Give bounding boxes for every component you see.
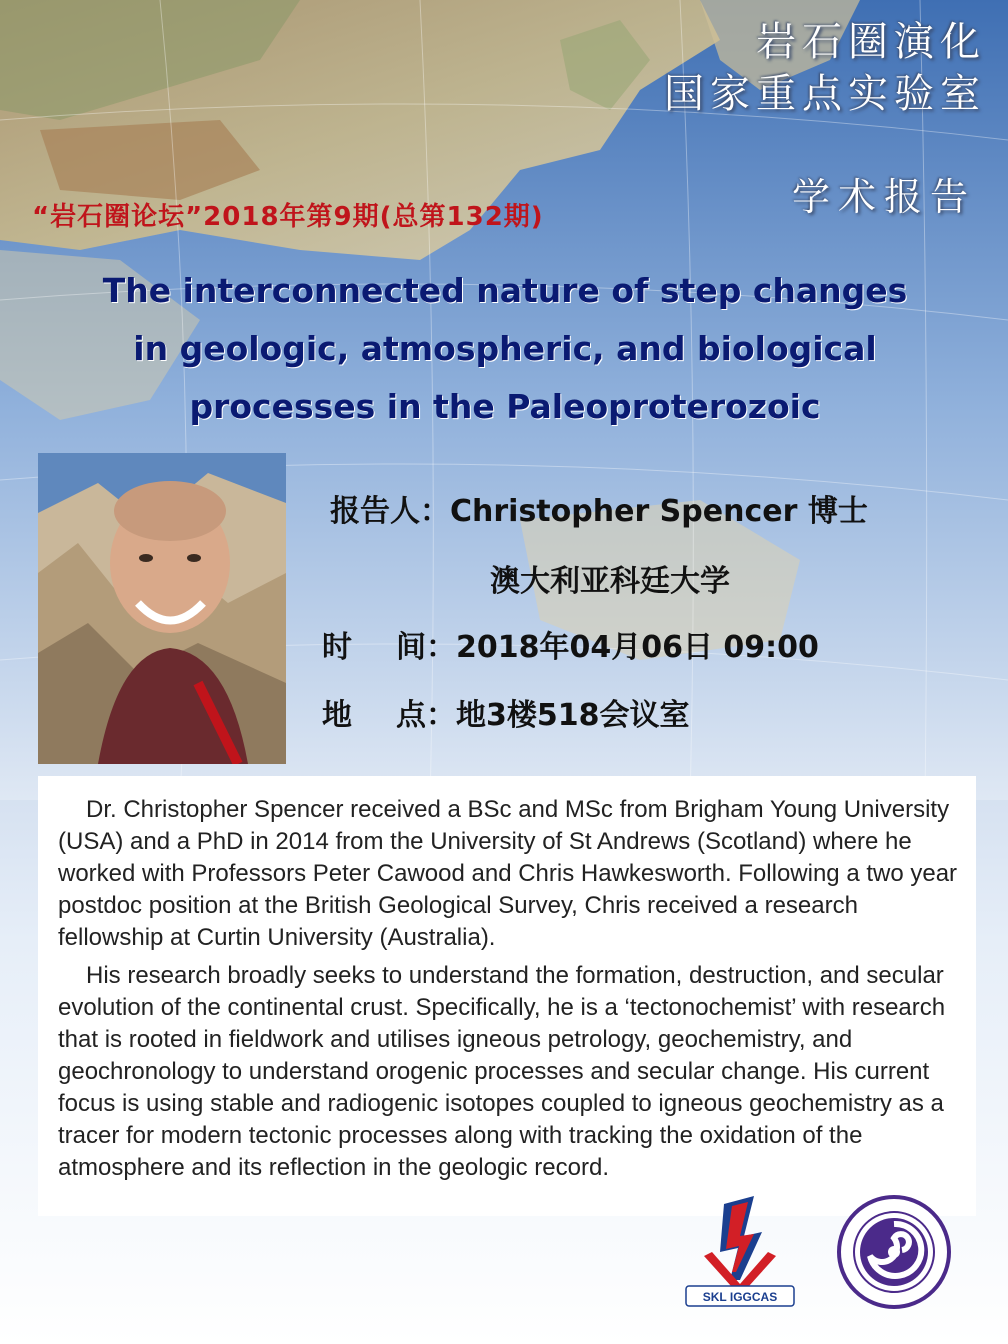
affiliation: 澳大利亚科廷大学 — [490, 564, 730, 599]
lab-name — [664, 16, 986, 120]
iggcas-seal-logo — [836, 1194, 952, 1310]
time-label-b: 间： — [396, 630, 456, 665]
time-row — [322, 622, 819, 666]
forum-issue: “岩石圈论坛”2018年第9期(总第132期) — [32, 202, 544, 232]
speaker-photo — [38, 453, 286, 764]
speaker-bio — [38, 776, 976, 1216]
time-label-a: 时 — [322, 630, 352, 665]
lab-name-line2: 国家重点实验室 — [664, 71, 986, 117]
skl-iggcas-logo — [684, 1196, 796, 1308]
time-value: 2018年04月06日 09:00 — [456, 630, 819, 665]
place-label-b: 点： — [396, 698, 456, 733]
speaker-name: Christopher Spencer 博士 — [450, 494, 868, 529]
speaker-row — [330, 486, 868, 530]
bio-paragraph-2: His research broadly seeks to understand the formation, destruction, and secular evolution of the continental crust. Specifically, he is a ‘tectonochemist’ with research that is rooted in fieldwork and utilises igneous petrology, geochemistry, and geochronology to understand orogenic processes and secular change. His current focus is using stable and radiogenic isotopes coupled to igneous geochemistry as a tracer for modern tectonic processes along with tracking the oxidation of the atmosphere and its reflection in the geologic record. — [58, 962, 946, 1181]
bio-paragraph-1: Dr. Christopher Spencer received a BSc and MSc from Brigham Young University (USA) and a PhD in 2014 from the University of St Andrews (Scotland) where he worked with Professors Peter Cawood and Chris Hawkesworth. Following a two year postdoc position at the British Geological Survey, Chris received a research fellowship at Curtin University (Australia). — [58, 796, 958, 951]
title-line3: processes in the Paleoproterozoic — [189, 387, 821, 426]
title-line1: The interconnected nature of step changes — [102, 271, 908, 310]
place-value: 地3楼518会议室 — [456, 698, 690, 733]
speaker-label: 报告人： — [330, 494, 450, 529]
svg-text:SKL IGGCAS: SKL IGGCAS — [702, 1290, 778, 1304]
place-row — [322, 690, 690, 734]
place-label-a: 地 — [322, 698, 352, 733]
lab-name-line1: 岩石圈演化 — [756, 19, 986, 65]
report-type: 学术报告 — [791, 175, 976, 219]
title-line2: in geologic, atmospheric, and biological — [133, 329, 877, 368]
talk-title — [10, 262, 1000, 436]
